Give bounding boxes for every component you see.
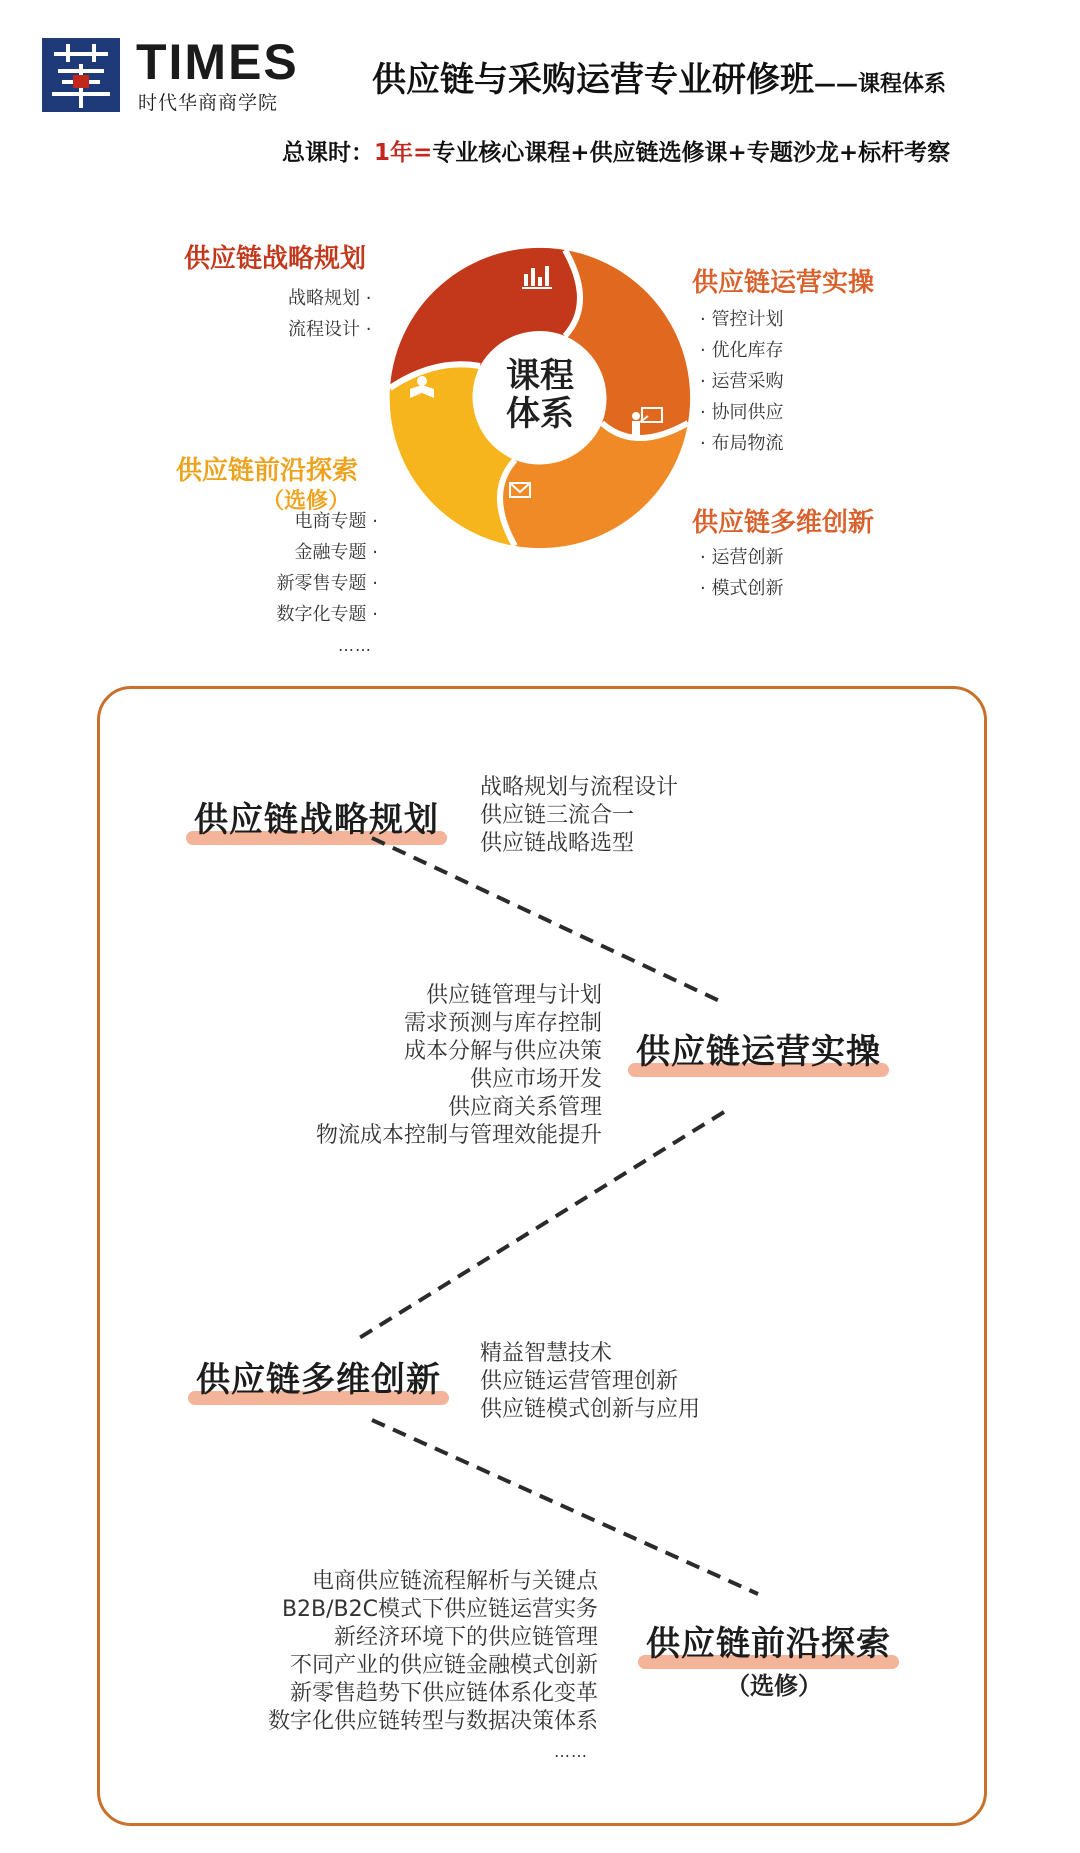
brand-subtitle: 时代华商商学院 [138, 92, 279, 114]
flow-item: 供应链运营管理创新 [480, 1369, 679, 1394]
flow-list-strategy [480, 774, 678, 858]
cycle-item: 数字化专题 · [276, 604, 378, 625]
flow-list-frontier [226, 1568, 598, 1736]
cycle-item: · 布局物流 [700, 433, 784, 454]
cycle-frontier-ellipsis: …… [338, 636, 372, 655]
flow-item: 战略规划与流程设计 [480, 775, 679, 800]
cycle-title-frontier: 供应链前沿探索 [176, 456, 359, 486]
flow-node-operations [636, 1024, 881, 1073]
hours-label: 总课时： [282, 140, 374, 166]
cycle-item: · 模式创新 [700, 578, 784, 599]
flow-node-title: 供应链运营实操 [636, 1032, 881, 1072]
cycle-title-operations: 供应链运营实操 [692, 268, 875, 298]
cycle-item: 新零售专题 · [276, 573, 378, 594]
flow-node-title: 供应链前沿探索 [646, 1624, 891, 1664]
flow-node-strategy [194, 792, 439, 841]
flow-item: 成本分解与供应决策 [403, 1039, 602, 1064]
flow-list-operations [268, 982, 602, 1150]
cycle-title-strategy: 供应链战略规划 [184, 244, 367, 274]
flow-item: 供应链模式创新与应用 [480, 1397, 701, 1422]
cycle-item: 电商专题 · [294, 511, 378, 532]
cycle-item: 金融专题 · [294, 542, 378, 563]
flow-item: 供应链管理与计划 [425, 983, 602, 1008]
flow-node-frontier [646, 1616, 891, 1665]
cycle-item: 流程设计 · [288, 319, 372, 340]
flow-node-innovation [196, 1352, 441, 1401]
flow-item: 供应市场开发 [469, 1067, 602, 1092]
cycle-subtitle-frontier: （选修） [262, 489, 351, 514]
ring-center-line2: 体系 [506, 394, 574, 434]
cycle-item: · 运营创新 [700, 547, 784, 568]
cycle-item: 战略规划 · [288, 288, 372, 309]
cycle-title-innovation: 供应链多维创新 [692, 508, 875, 538]
flow-frontier-ellipsis: …… [554, 1742, 588, 1761]
flow-node-title: 供应链多维创新 [196, 1360, 441, 1400]
cycle-item: · 运营采购 [700, 371, 784, 392]
connector-strategy-operations [372, 838, 726, 1004]
flow-item: 精益智慧技术 [480, 1341, 613, 1366]
title-suffix: ——课程体系 [814, 72, 947, 97]
cycle-item: · 优化库存 [700, 340, 784, 361]
flow-item: 供应链战略选型 [480, 831, 635, 856]
brand-name: TIMES [136, 34, 299, 90]
flow-item: 物流成本控制与管理效能提升 [315, 1123, 602, 1148]
flow-item: 供应链三流合一 [480, 803, 635, 828]
flow-item: 新经济环境下的供应链管理 [333, 1625, 598, 1650]
flow-item: B2B/B2C模式下供应链运营实务 [281, 1597, 598, 1622]
cycle-item: · 协同供应 [700, 402, 784, 423]
flow-item: 不同产业的供应链金融模式创新 [289, 1653, 598, 1678]
hours-content: 专业核心课程+供应链选修课+专题沙龙+标杆考察 [432, 140, 951, 166]
flow-item: 需求预测与库存控制 [403, 1011, 602, 1036]
cycle-item: · 管控计划 [700, 309, 784, 330]
flow-item: 电商供应链流程解析与关键点 [311, 1569, 598, 1594]
flow-item: 数字化供应链转型与数据决策体系 [267, 1709, 598, 1734]
ring-center-line1: 课程 [506, 356, 574, 396]
flow-item: 供应商关系管理 [447, 1095, 602, 1120]
flow-node-frontier-subtitle: （选修） [726, 1672, 822, 1700]
flow-list-innovation [480, 1340, 700, 1424]
hours-highlight: 1年= [374, 140, 433, 166]
flow-item: 新零售趋势下供应链体系化变革 [289, 1681, 598, 1706]
title-main: 供应链与采购运营专业研修班 [372, 60, 814, 100]
flow-node-title: 供应链战略规划 [194, 800, 439, 840]
